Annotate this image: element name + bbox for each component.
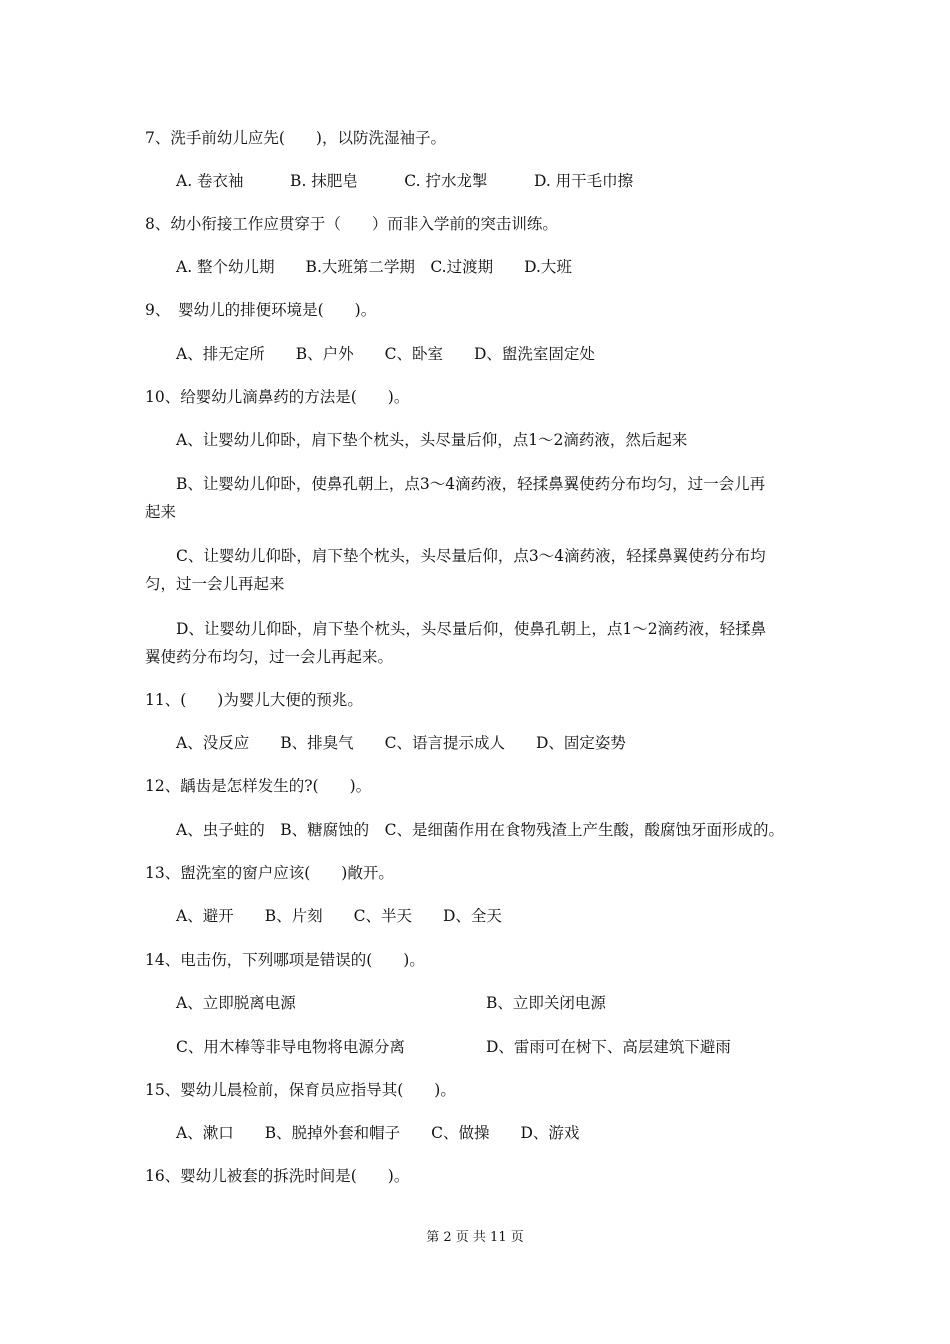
question-text: 14、电击伤，下列哪项是错误的( )。	[145, 951, 425, 969]
question-text: 12、龋齿是怎样发生的?( )。	[145, 777, 372, 795]
option-b-line1: B、让婴幼儿仰卧，使鼻孔朝上，点3～4滴药液，轻揉鼻翼使药分布均匀，过一会儿再	[176, 475, 766, 493]
question-options: A. 整个幼儿期 B.大班第二学期 C.过渡期 D.大班	[176, 258, 572, 276]
question-options: A、避开 B、片刻 C、半天 D、全天	[176, 907, 502, 925]
question-text: 9、 婴幼儿的排便环境是( )。	[145, 301, 377, 319]
question-text: 7、洗手前幼儿应先( )，以防洗湿袖子。	[145, 129, 446, 147]
option-c-line2: 匀，过一会儿再起来	[145, 575, 285, 593]
option-b: B、立即关闭电源	[486, 994, 606, 1012]
question-options: A、漱口 B、脱掉外套和帽子 C、做操 D、游戏	[176, 1124, 580, 1142]
question-options: A、没反应 B、排臭气 C、语言提示成人 D、固定姿势	[176, 734, 626, 752]
question-text: 8、幼小衔接工作应贯穿于（ ）而非入学前的突击训练。	[145, 215, 558, 233]
question-text: 16、婴幼儿被套的拆洗时间是( )。	[145, 1167, 410, 1185]
question-text: 11、( )为婴儿大便的预兆。	[145, 691, 363, 709]
option-b-line2: 起来	[145, 503, 177, 521]
question-options: A. 卷衣袖 B. 抹肥皂 C. 拧水龙掣 D. 用干毛巾擦	[176, 172, 634, 190]
option-a: A、让婴幼儿仰卧，肩下垫个枕头，头尽量后仰，点1～2滴药液，然后起来	[176, 431, 688, 449]
question-text: 15、婴幼儿晨检前，保育员应指导其( )。	[145, 1081, 456, 1099]
question-text: 10、给婴幼儿滴鼻药的方法是( )。	[145, 388, 410, 406]
option-c-line1: C、让婴幼儿仰卧，肩下垫个枕头，头尽量后仰，点3～4滴药液，轻揉鼻翼使药分布均	[176, 547, 766, 565]
option-a: A、立即脱离电源	[176, 994, 296, 1012]
page-number: 第 2 页 共 11 页	[426, 1230, 524, 1245]
question-text: 13、盥洗室的窗户应该( )敞开。	[145, 864, 394, 882]
option-d-line2: 翼使药分布均匀，过一会儿再起来。	[145, 648, 394, 666]
option-d-line1: D、让婴幼儿仰卧，肩下垫个枕头，头尽量后仰，使鼻孔朝上，点1～2滴药液，轻揉鼻	[176, 620, 767, 638]
question-options: A、排无定所 B、户外 C、卧室 D、盥洗室固定处	[176, 345, 595, 363]
option-d: D、雷雨可在树下、高层建筑下避雨	[486, 1038, 731, 1056]
question-options: A、虫子蛀的 B、糖腐蚀的 C、是细菌作用在食物残渣上产生酸，酸腐蚀牙面形成的。	[176, 821, 784, 839]
option-c: C、用木棒等非导电物将电源分离	[176, 1038, 405, 1056]
